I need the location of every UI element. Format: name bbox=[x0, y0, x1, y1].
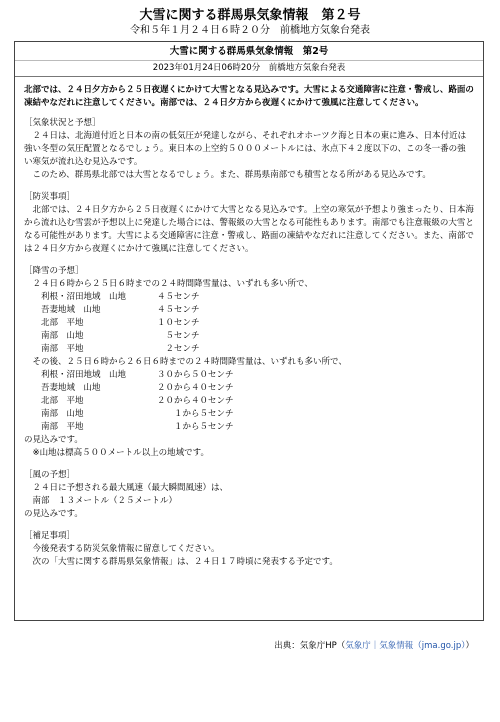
snowfall-value: ４５センチ bbox=[157, 292, 200, 302]
link-domain[interactable]: （jma.go.jp） bbox=[413, 641, 466, 651]
snowfall-row bbox=[24, 382, 474, 395]
snowfall-row bbox=[24, 317, 474, 330]
snowfall-row bbox=[24, 330, 474, 343]
snowfall-row bbox=[24, 421, 474, 434]
paragraph: 次の「大雪に関する群馬県気象情報」は、２４日１７時頃に発表する予定です。 bbox=[32, 557, 338, 567]
bulletin-header bbox=[15, 42, 483, 77]
snowfall-row bbox=[24, 343, 474, 356]
snowfall-row bbox=[24, 291, 474, 304]
snowfall-value: １０センチ bbox=[157, 318, 200, 328]
snowfall-area: 利根・沼田地域 山地 bbox=[41, 370, 127, 380]
snowfall-value: ２０から４０センチ bbox=[157, 396, 234, 406]
bulletin-box bbox=[14, 41, 484, 621]
bulletin-body bbox=[15, 77, 483, 569]
snowfall-area: 北部 平地 bbox=[41, 318, 84, 328]
wind-row: 南部 １３メートル（２５メートル） bbox=[32, 496, 178, 506]
snowfall-area: 南部 平地 bbox=[41, 344, 84, 354]
paragraph: 今後発表する防災気象情報に留意してください。 bbox=[32, 544, 220, 554]
section-heading: ［気象状況と予想］ bbox=[24, 118, 101, 128]
snowfall-outro: の見込みです。 bbox=[24, 435, 83, 445]
snowfall-note: ※山地は標高５００メートル以上の地域です。 bbox=[32, 448, 209, 458]
section-snowfall bbox=[24, 265, 474, 460]
snowfall-area: 吾妻地域 山地 bbox=[41, 305, 101, 315]
snowfall-intro-2: その後、２５日６時から２６日６時までの２４時間降雪量は、いずれも多い所で、 bbox=[32, 357, 347, 367]
snowfall-value: １から５センチ bbox=[157, 422, 234, 432]
jma-link[interactable]: 気象庁 bbox=[345, 641, 371, 651]
paragraph: ２４日は、北海道付近と日本の南の低気圧が発達しながら、それぞれオホーツク海と日本の東に進み、日本付近は強い冬型の気圧配置となるでしょう。東日本の上空約５０００メートルには、氷点下４２度以下の、この冬一番の強い寒気が流れ込む見込みです。 bbox=[24, 131, 467, 167]
snowfall-area: 南部 山地 bbox=[41, 331, 84, 341]
snowfall-value: １から５センチ bbox=[157, 409, 234, 419]
page-title: 大雪に関する群馬県気象情報 第２号 bbox=[139, 8, 361, 23]
snowfall-value: ２センチ bbox=[157, 344, 200, 354]
snowfall-area: 南部 平地 bbox=[41, 422, 84, 432]
snowfall-row bbox=[24, 408, 474, 421]
weather-info-link[interactable]: 気象情報 bbox=[379, 641, 414, 651]
page-header bbox=[0, 0, 500, 38]
source-credit bbox=[274, 640, 474, 652]
section-heading: ［降雪の予想］ bbox=[24, 266, 84, 276]
source-suffix: ） bbox=[465, 641, 474, 651]
bulletin-issued-date: 2023年01月24日06時20分 前橋地方気象台発表 bbox=[15, 60, 483, 74]
paragraph: このため、群馬県北部では大雪となるでしょう。また、群馬県南部でも積雪となる所がある見込みです。 bbox=[32, 170, 431, 180]
snowfall-row bbox=[24, 304, 474, 317]
section-supplement bbox=[24, 530, 474, 569]
section-prevention bbox=[24, 191, 474, 256]
section-heading: ［補足事項］ bbox=[24, 531, 76, 541]
wind-intro: ２４日に予想される最大風速（最大瞬間風速）は、 bbox=[32, 483, 229, 493]
snowfall-area: 吾妻地域 山地 bbox=[41, 383, 101, 393]
bulletin-title: 大雪に関する群馬県気象情報 第2号 bbox=[169, 46, 329, 57]
snowfall-value: ３０から５０センチ bbox=[157, 370, 234, 380]
link-separator: ｜ bbox=[370, 641, 380, 651]
snowfall-value: ４５センチ bbox=[157, 305, 200, 315]
snowfall-value: ５センチ bbox=[157, 331, 200, 341]
wind-outro: の見込みです。 bbox=[24, 509, 83, 519]
section-heading: ［風の予想］ bbox=[24, 470, 76, 480]
snowfall-row bbox=[24, 369, 474, 382]
source-prefix: 出典：気象庁HP（ bbox=[274, 641, 346, 651]
section-wind bbox=[24, 469, 474, 521]
section-heading: ［防災事項］ bbox=[24, 192, 76, 202]
snowfall-intro-1: ２４日６時から２５日６時までの２４時間降雪量は、いずれも多い所で、 bbox=[32, 279, 313, 289]
snowfall-row bbox=[24, 395, 474, 408]
bulletin-headline: 北部では、２４日夕方から２５日夜遅くにかけて大雪となる見込みです。大雪による交通障害に注意・警戒し、路面の凍結やなだれに注意してください。南部では、２４日夕方から夜遅くにかけて強風に注意してください。 bbox=[24, 85, 474, 108]
snowfall-value: ２０から４０センチ bbox=[157, 383, 234, 393]
snowfall-area: 利根・沼田地域 山地 bbox=[41, 292, 127, 302]
section-situation bbox=[24, 117, 474, 182]
page-issued-date: 令和５年１月２４日６時２０分 前橋地方気象台発表 bbox=[130, 25, 370, 36]
paragraph: 北部では、２４日夕方から２５日夜遅くにかけて大雪となる見込みです。上空の寒気が予想より強まったり、日本海から流れ込む雪雲が予想以上に発達した場合には、警報級の大雪となる可能性もあります。南部でも注意報級の大雪となる可能性があります。大雪による交通障害に注意・警戒し、路面の凍結やなだれに注意してください。また、南部では２４日夕方から夜遅くにかけて強風に注意してください。 bbox=[24, 205, 474, 254]
snowfall-area: 北部 平地 bbox=[41, 396, 84, 406]
snowfall-area: 南部 山地 bbox=[41, 409, 84, 419]
